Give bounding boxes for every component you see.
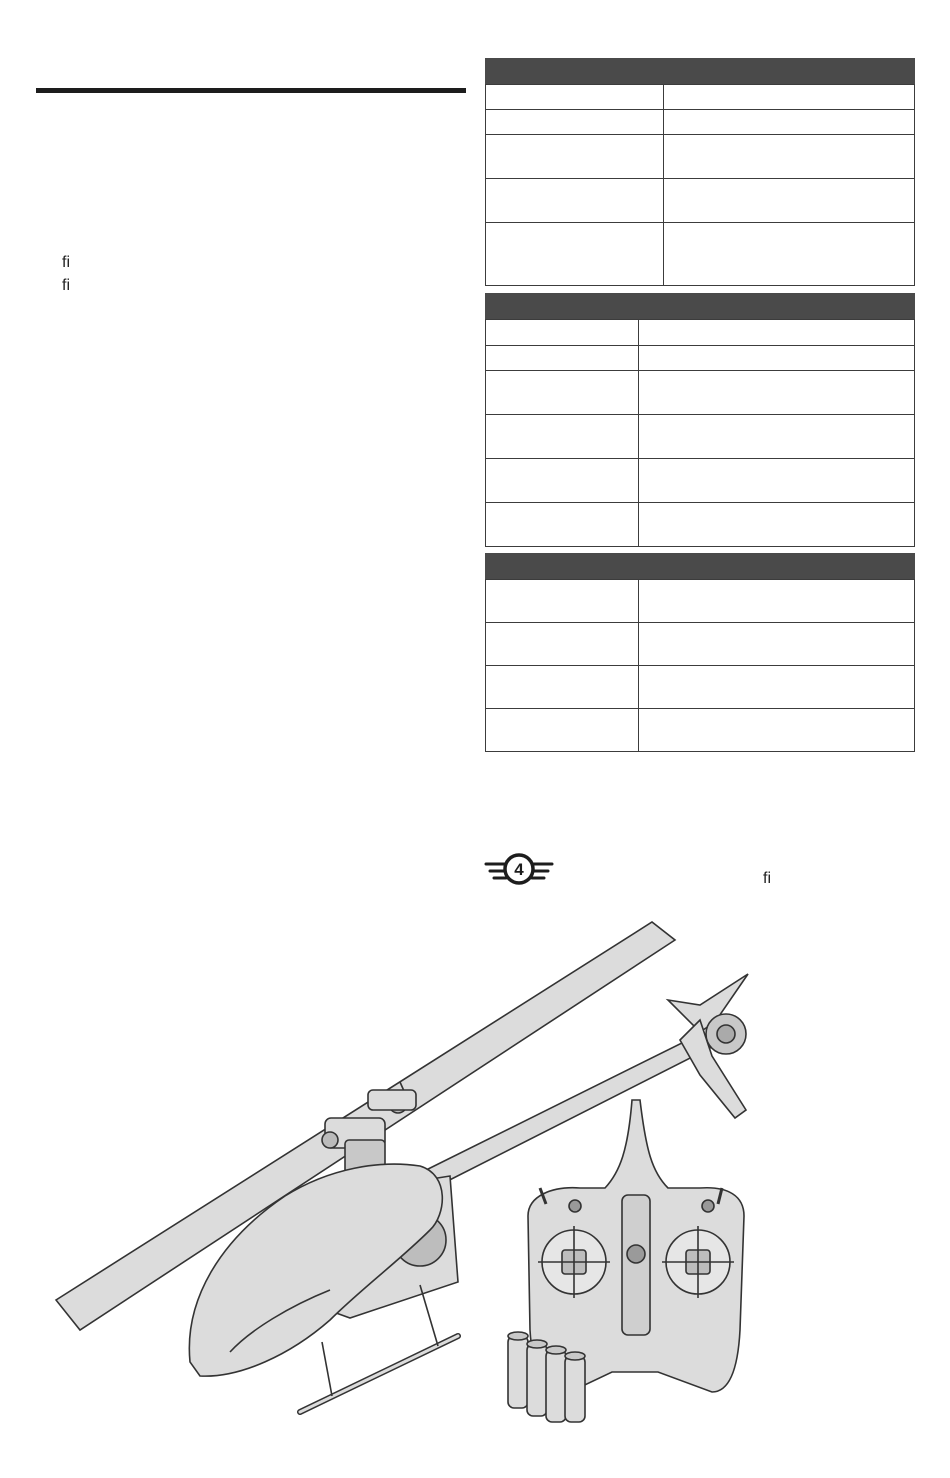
experience-level-badge — [484, 850, 556, 899]
ligature-text-2: fi — [62, 277, 70, 294]
experience-level-number: 4 — [514, 860, 524, 879]
table-row — [486, 709, 915, 752]
table-row — [486, 415, 915, 459]
table-row — [486, 459, 915, 503]
section-rule — [36, 88, 466, 93]
spec-table-1-header — [485, 58, 915, 84]
table-row — [486, 371, 915, 415]
spec-table-1 — [485, 58, 915, 286]
ligature-text-3: fi — [763, 870, 771, 887]
table-row — [486, 179, 915, 223]
table-row — [486, 623, 915, 666]
product-illustration — [0, 900, 950, 1478]
table-row — [486, 223, 915, 286]
spec-table-2-header — [485, 293, 915, 319]
spec-table-2 — [485, 293, 915, 547]
table-row — [486, 85, 915, 110]
table-row — [486, 320, 915, 346]
spec-table-3-header — [485, 553, 915, 579]
spec-table-3 — [485, 553, 915, 752]
table-row — [486, 666, 915, 709]
table-row — [486, 135, 915, 179]
table-row — [486, 580, 915, 623]
table-row — [486, 503, 915, 547]
table-row — [486, 346, 915, 371]
ligature-text-1: fi — [62, 254, 70, 271]
table-row — [486, 110, 915, 135]
